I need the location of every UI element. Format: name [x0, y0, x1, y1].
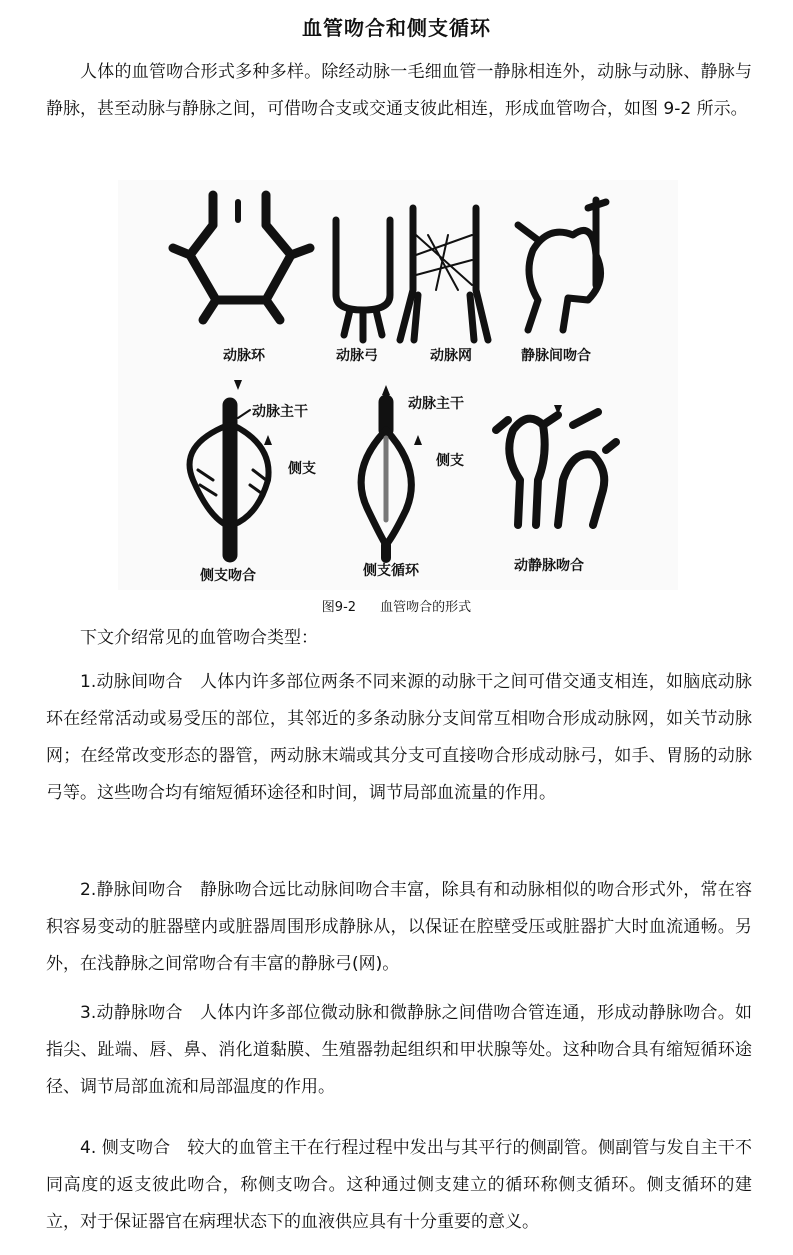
section-4-paragraph: 4. 侧支吻合 较大的血管主干在行程过程中发出与其平行的侧副管。侧副管与发自主干不同高度的返支彼此吻合，称侧支吻合。这种通过侧支建立的循环称侧支循环。侧支循环的建立，对于保证器官在病理状态下的血液供应具有十分重要的意义。: [46, 1138, 752, 1232]
caption-text: 血管吻合的形式: [380, 600, 472, 615]
figure-caption: [0, 596, 793, 615]
section-1-paragraph: 1.动脉间吻合 人体内许多部位两条不同来源的动脉干之间可借交通支相连，如脑底动脉环在经常活动或易受压的部位，其邻近的多条动脉分支间常互相吻合形成动脉网，如关节动脉网；在经常改变形态的器管，两动脉末端或其分支可直接吻合形成动脉弓，如手、胃肠的动脉弓等。这些吻合均有缩短循环途径和时间，调节局部血流量的作用。: [46, 672, 752, 803]
section-2-paragraph: 2.静脉间吻合 静脉吻合远比动脉间吻合丰富，除具有和动脉相似的吻合形式外，常在容积容易变动的脏器壁内或脏器周围形成静脉从，以保证在腔壁受压或脏器扩大时血流通畅。另外，在浅静脉之间常吻合有丰富的静脉弓(网)。: [46, 880, 752, 974]
label-collateral-circulation: 侧支循环: [363, 563, 419, 579]
section-3-paragraph: 3.动静脉吻合 人体内许多部位微动脉和微静脉之间借吻合管连通，形成动静脉吻合。如指尖、趾端、唇、鼻、消化道黏膜、生殖器勃起组织和甲状腺等处。这种吻合具有缩短循环途径、调节局部血流和局部温度的作用。: [46, 1003, 752, 1097]
arterial-arch-drawing: [336, 220, 390, 340]
figure-9-2: [118, 180, 678, 590]
av-anastomosis-drawing: [496, 412, 616, 525]
label-main-trunk-1: 动脉主干: [252, 404, 308, 420]
label-av-anastomosis: 动静脉吻合: [514, 558, 584, 574]
intro2-paragraph: 下文介绍常见的血管吻合类型：: [80, 628, 318, 648]
label-collateral-1: 侧支: [288, 461, 316, 477]
anastomosis-diagram: [118, 180, 678, 590]
collateral-anastomosis-drawing: [190, 405, 269, 555]
label-venous-anastomosis: 静脉间吻合: [521, 348, 591, 364]
label-collateral-2: 侧支: [436, 453, 464, 469]
intro-paragraph: 人体的血管吻合形式多种多样。除经动脉一毛细血管一静脉相连外，动脉与动脉、静脉与静脉，甚至动脉与静脉之间，可借吻合支或交通支彼此相连，形成血管吻合，如图 9-2 所示。: [46, 62, 752, 119]
label-arterial-arch: 动脉弓: [336, 348, 378, 364]
label-arterial-ring: 动脉环: [223, 348, 265, 364]
collateral-circulation-drawing: [361, 402, 411, 558]
arterial-network-drawing: [400, 208, 488, 340]
page-title: 血管吻合和侧支循环: [302, 16, 491, 40]
label-main-trunk-2: 动脉主干: [408, 396, 464, 412]
caption-number: 图9-2: [321, 600, 357, 615]
arterial-ring-drawing: [173, 195, 310, 320]
label-collateral-anastomosis: 侧支吻合: [200, 568, 256, 584]
label-arterial-network: 动脉网: [430, 348, 472, 364]
venous-anastomosis-drawing: [518, 200, 606, 330]
